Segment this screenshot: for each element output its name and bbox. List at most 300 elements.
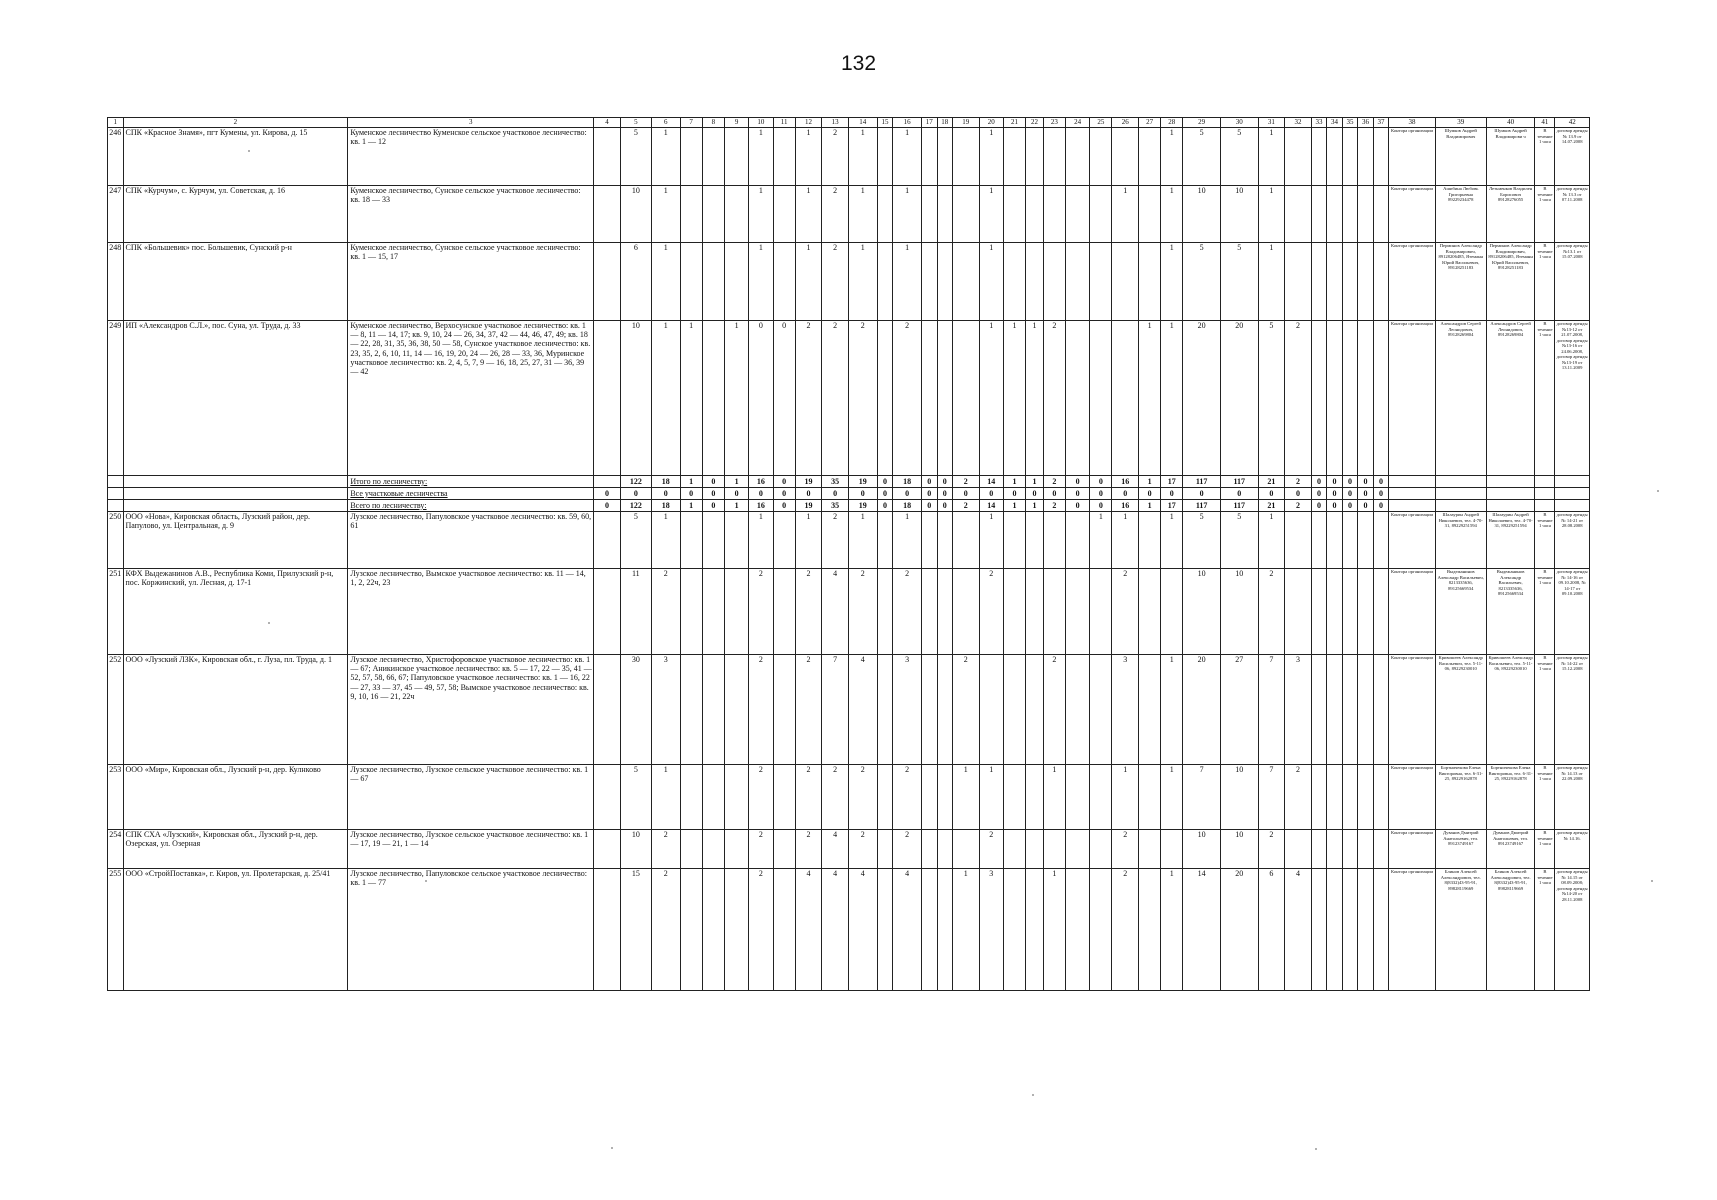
table-cell-col-39 bbox=[1435, 500, 1486, 512]
table-cell-col-37 bbox=[1373, 243, 1389, 321]
table-cell-col-41: 41 bbox=[1535, 118, 1555, 128]
table-cell-col-22 bbox=[1026, 128, 1044, 186]
table-cell-col-9 bbox=[724, 186, 748, 243]
table-cell-col-33 bbox=[1311, 655, 1327, 765]
table-cell-col-20: 14 bbox=[979, 476, 1003, 488]
table-cell-col-8: 0 bbox=[702, 488, 724, 500]
table-cell-col-35: 0 bbox=[1342, 500, 1358, 512]
table-cell-col-30: 117 bbox=[1220, 476, 1258, 488]
table-cell-col-16: 1 bbox=[893, 186, 922, 243]
table-cell-col-1 bbox=[108, 500, 124, 512]
table-cell-col-11 bbox=[773, 830, 795, 869]
table-cell-col-24 bbox=[1065, 512, 1089, 569]
table-cell-col-17 bbox=[922, 655, 938, 765]
table-cell-col-11 bbox=[773, 512, 795, 569]
table-cell-col-15 bbox=[877, 830, 893, 869]
table-cell-col-37 bbox=[1373, 869, 1389, 991]
table-cell-col-38 bbox=[1389, 488, 1436, 500]
table-cell-col-41 bbox=[1535, 488, 1555, 500]
table-cell-col-27 bbox=[1139, 569, 1161, 655]
table-cell-col-11: 0 bbox=[773, 488, 795, 500]
table-cell-col-2: СПК «Большевик» пос. Большевик, Сунский р-н bbox=[123, 243, 348, 321]
table-cell-col-14: 2 bbox=[848, 830, 877, 869]
table-cell-col-19 bbox=[953, 321, 980, 476]
table-cell-col-16: 4 bbox=[893, 869, 922, 991]
table-cell-col-8 bbox=[702, 569, 724, 655]
table-cell-col-21 bbox=[1003, 243, 1025, 321]
table-cell-col-25 bbox=[1090, 655, 1112, 765]
table-cell-col-27: 0 bbox=[1139, 488, 1161, 500]
table-cell-col-11: 0 bbox=[773, 321, 795, 476]
table-cell-col-30: 20 bbox=[1220, 869, 1258, 991]
table-row bbox=[108, 512, 1590, 569]
totals-label: Все участковые лесничества bbox=[348, 488, 594, 500]
table-cell-col-20: 20 bbox=[979, 118, 1003, 128]
page-number: 132 bbox=[840, 52, 877, 75]
table-cell-col-32: 2 bbox=[1285, 321, 1312, 476]
table-cell-col-41: В течение 1 часа bbox=[1535, 830, 1555, 869]
table-cell-col-42: договор аренды №13.1 от 15.07.2008 bbox=[1555, 243, 1590, 321]
table-cell-col-8 bbox=[702, 128, 724, 186]
table-cell-col-37 bbox=[1373, 512, 1389, 569]
table-cell-col-25 bbox=[1090, 186, 1112, 243]
table-cell-col-4 bbox=[594, 765, 621, 830]
table-cell-col-3: Лузское лесничество, Вымское участковое лесничество: кв. 11 — 14, 1, 2, 22ч, 23 bbox=[348, 569, 594, 655]
table-cell-col-6: 1 bbox=[651, 128, 680, 186]
table-cell-col-38: Контора организации bbox=[1389, 321, 1436, 476]
table-cell-col-16: 1 bbox=[893, 512, 922, 569]
table-cell-col-33: 0 bbox=[1311, 488, 1327, 500]
table-cell-col-40 bbox=[1486, 476, 1535, 488]
table-cell-col-32 bbox=[1285, 512, 1312, 569]
table-cell-col-34 bbox=[1327, 765, 1343, 830]
table-cell-col-38: Контора организации bbox=[1389, 655, 1436, 765]
table-cell-col-17: 17 bbox=[922, 118, 938, 128]
table-cell-col-30: 0 bbox=[1220, 488, 1258, 500]
table-cell-col-24 bbox=[1065, 321, 1089, 476]
table-cell-col-21 bbox=[1003, 830, 1025, 869]
table-cell-col-15 bbox=[877, 128, 893, 186]
table-cell-col-14: 1 bbox=[848, 186, 877, 243]
table-cell-col-19 bbox=[953, 128, 980, 186]
table-cell-col-7: 1 bbox=[680, 476, 702, 488]
table-cell-col-6: 2 bbox=[651, 569, 680, 655]
table-cell-col-5: 5 bbox=[620, 765, 651, 830]
totals-row bbox=[108, 476, 1590, 488]
table-cell-col-11: 0 bbox=[773, 476, 795, 488]
table-cell-col-28: 1 bbox=[1161, 765, 1183, 830]
table-cell-col-28: 1 bbox=[1161, 128, 1183, 186]
table-cell-col-33 bbox=[1311, 128, 1327, 186]
table-cell-col-4 bbox=[594, 830, 621, 869]
table-cell-col-26: 1 bbox=[1112, 765, 1139, 830]
table-cell-col-33 bbox=[1311, 512, 1327, 569]
table-cell-col-10: 2 bbox=[749, 869, 773, 991]
table-cell-col-14: 1 bbox=[848, 512, 877, 569]
table-cell-col-17 bbox=[922, 869, 938, 991]
table-cell-col-15 bbox=[877, 869, 893, 991]
table-cell-col-26: 2 bbox=[1112, 569, 1139, 655]
table-cell-col-31: 31 bbox=[1258, 118, 1285, 128]
table-cell-col-24 bbox=[1065, 765, 1089, 830]
scan-speck bbox=[1032, 1094, 1034, 1096]
table-cell-col-31: 21 bbox=[1258, 500, 1285, 512]
table-cell-col-37 bbox=[1373, 569, 1389, 655]
table-cell-col-1: 248 bbox=[108, 243, 124, 321]
table-cell-col-20: 1 bbox=[979, 243, 1003, 321]
table-cell-col-32: 2 bbox=[1285, 500, 1312, 512]
table-cell-col-2: КФХ Выдежанинов А.В., Республика Коми, Прилузский р-н, пос. Коржинский, ул. Лесная, д. 17-1 bbox=[123, 569, 348, 655]
table-cell-col-24 bbox=[1065, 569, 1089, 655]
table-cell-col-29: 10 bbox=[1183, 186, 1221, 243]
table-cell-col-33 bbox=[1311, 830, 1327, 869]
table-cell-col-15 bbox=[877, 655, 893, 765]
table-cell-col-20: 1 bbox=[979, 128, 1003, 186]
table-cell-col-6: 18 bbox=[651, 500, 680, 512]
scan-speck bbox=[611, 1147, 613, 1149]
table-cell-col-2 bbox=[123, 500, 348, 512]
table-cell-col-12: 19 bbox=[795, 476, 822, 488]
table-cell-col-36: 0 bbox=[1358, 488, 1374, 500]
table-cell-col-35 bbox=[1342, 243, 1358, 321]
table-cell-col-16: 1 bbox=[893, 243, 922, 321]
table-row bbox=[108, 569, 1590, 655]
table-cell-col-36 bbox=[1358, 186, 1374, 243]
table-cell-col-28 bbox=[1161, 569, 1183, 655]
table-cell-col-1: 252 bbox=[108, 655, 124, 765]
table-cell-col-26: 0 bbox=[1112, 488, 1139, 500]
table-cell-col-38: Контора организации bbox=[1389, 869, 1436, 991]
table-cell-col-16: 18 bbox=[893, 476, 922, 488]
table-cell-col-6: 1 bbox=[651, 243, 680, 321]
table-cell-col-16: 1 bbox=[893, 128, 922, 186]
table-cell-col-38: Контора организации bbox=[1389, 243, 1436, 321]
table-cell-col-38: Контора организации bbox=[1389, 569, 1436, 655]
totals-label: Всего по лесничеству: bbox=[348, 500, 594, 512]
table-cell-col-40: Блинов Алексей Александрович, тел. 8(8332)43-95-91, 89828119669 bbox=[1486, 869, 1535, 991]
table-cell-col-18: 18 bbox=[937, 118, 953, 128]
table-cell-col-6: 1 bbox=[651, 512, 680, 569]
table-cell-col-7: 7 bbox=[680, 118, 702, 128]
table-cell-col-28: 1 bbox=[1161, 243, 1183, 321]
table-cell-col-40: Александров Сергей Леонидович, 89128269804 bbox=[1486, 321, 1535, 476]
totals-label: Итого по лесничеству: bbox=[348, 476, 594, 488]
table-cell-col-21: 1 bbox=[1003, 476, 1025, 488]
table-cell-col-29: 10 bbox=[1183, 830, 1221, 869]
table-cell-col-1: 251 bbox=[108, 569, 124, 655]
table-cell-col-24 bbox=[1065, 186, 1089, 243]
table-cell-col-6: 6 bbox=[651, 118, 680, 128]
table-cell-col-26 bbox=[1112, 128, 1139, 186]
table-cell-col-31: 1 bbox=[1258, 512, 1285, 569]
table-cell-col-7: 0 bbox=[680, 488, 702, 500]
table-cell-col-41: В течение 1 часа bbox=[1535, 569, 1555, 655]
table-cell-col-41: В течение 1 часа bbox=[1535, 512, 1555, 569]
table-cell-col-34: 0 bbox=[1327, 500, 1343, 512]
table-cell-col-8 bbox=[702, 655, 724, 765]
table-cell-col-3: Куменское лесничество Куменское сельское участковое лесничество: кв. 1 — 12 bbox=[348, 128, 594, 186]
table-cell-col-31: 5 bbox=[1258, 321, 1285, 476]
table-cell-col-15: 15 bbox=[877, 118, 893, 128]
table-cell-col-18 bbox=[937, 512, 953, 569]
table-cell-col-23: 2 bbox=[1043, 655, 1065, 765]
table-cell-col-35: 0 bbox=[1342, 476, 1358, 488]
table-cell-col-25 bbox=[1090, 321, 1112, 476]
table-cell-col-17: 0 bbox=[922, 500, 938, 512]
table-cell-col-37 bbox=[1373, 830, 1389, 869]
table-row bbox=[108, 128, 1590, 186]
table-cell-col-41: В течение 1 часа bbox=[1535, 128, 1555, 186]
table-cell-col-19: 2 bbox=[953, 655, 980, 765]
table-cell-col-7 bbox=[680, 512, 702, 569]
table-cell-col-23: 2 bbox=[1043, 321, 1065, 476]
table-cell-col-34 bbox=[1327, 243, 1343, 321]
table-cell-col-5: 0 bbox=[620, 488, 651, 500]
table-row bbox=[108, 830, 1590, 869]
table-cell-col-30: 5 bbox=[1220, 128, 1258, 186]
table-cell-col-40: Выдежанинов Александр Васильевич, 8213335636, 89125669534 bbox=[1486, 569, 1535, 655]
table-cell-col-41: В течение 1 часа bbox=[1535, 869, 1555, 991]
table-row bbox=[108, 321, 1590, 476]
table-cell-col-13: 35 bbox=[822, 500, 849, 512]
table-cell-col-25: 1 bbox=[1090, 512, 1112, 569]
table-cell-col-12: 2 bbox=[795, 655, 822, 765]
table-cell-col-42: 42 bbox=[1555, 118, 1590, 128]
table-cell-col-39 bbox=[1435, 488, 1486, 500]
table-cell-col-2: ИП «Александров С.Л.», пос. Суна, ул. Труда, д. 33 bbox=[123, 321, 348, 476]
table-cell-col-5: 122 bbox=[620, 476, 651, 488]
table-cell-col-1: 255 bbox=[108, 869, 124, 991]
table-cell-col-13: 4 bbox=[822, 569, 849, 655]
table-cell-col-14: 2 bbox=[848, 765, 877, 830]
table-cell-col-24 bbox=[1065, 128, 1089, 186]
table-cell-col-40: Кривошеев Александр Васильевич, тел. 5-11-06, 89229230010 bbox=[1486, 655, 1535, 765]
table-cell-col-34: 34 bbox=[1327, 118, 1343, 128]
table-cell-col-17 bbox=[922, 512, 938, 569]
table-cell-col-39: Шалаурин Андрей Николаевич, тел. 4-70-31, 89229251594 bbox=[1435, 512, 1486, 569]
table-cell-col-18 bbox=[937, 128, 953, 186]
table-cell-col-21: 1 bbox=[1003, 500, 1025, 512]
table-cell-col-1 bbox=[108, 476, 124, 488]
table-cell-col-5: 30 bbox=[620, 655, 651, 765]
table-cell-col-14: 2 bbox=[848, 569, 877, 655]
table-cell-col-39: Перминов Александр Владимирович, 89128206485, Ятеманн Юрий Васильевич, 89128251183 bbox=[1435, 243, 1486, 321]
table-cell-col-34 bbox=[1327, 321, 1343, 476]
table-cell-col-30: 5 bbox=[1220, 243, 1258, 321]
table-cell-col-36 bbox=[1358, 869, 1374, 991]
table-cell-col-29: 29 bbox=[1183, 118, 1221, 128]
table-cell-col-22 bbox=[1026, 512, 1044, 569]
table-cell-col-19 bbox=[953, 830, 980, 869]
table-cell-col-24: 0 bbox=[1065, 488, 1089, 500]
table-cell-col-3: Лузское лесничество, Лузское сельское участковое лесничество: кв. 1 — 17, 19 — 21, 1 — 14 bbox=[348, 830, 594, 869]
table-cell-col-32: 2 bbox=[1285, 765, 1312, 830]
table-cell-col-32 bbox=[1285, 186, 1312, 243]
table-cell-col-13: 4 bbox=[822, 869, 849, 991]
table-cell-col-37 bbox=[1373, 765, 1389, 830]
table-cell-col-1 bbox=[108, 488, 124, 500]
table-cell-col-4: 4 bbox=[594, 118, 621, 128]
table-cell-col-11 bbox=[773, 128, 795, 186]
table-cell-col-25 bbox=[1090, 128, 1112, 186]
table-cell-col-31: 7 bbox=[1258, 765, 1285, 830]
table-cell-col-24: 24 bbox=[1065, 118, 1089, 128]
forestry-register-table bbox=[107, 117, 1590, 991]
table-cell-col-32: 32 bbox=[1285, 118, 1312, 128]
table-cell-col-21 bbox=[1003, 512, 1025, 569]
table-cell-col-15: 0 bbox=[877, 500, 893, 512]
table-cell-col-21 bbox=[1003, 765, 1025, 830]
table-cell-col-26: 16 bbox=[1112, 500, 1139, 512]
table-cell-col-18 bbox=[937, 243, 953, 321]
table-cell-col-22 bbox=[1026, 830, 1044, 869]
table-cell-col-38 bbox=[1389, 476, 1436, 488]
table-cell-col-9 bbox=[724, 655, 748, 765]
table-cell-col-22 bbox=[1026, 186, 1044, 243]
table-cell-col-41: В течение 1 часа bbox=[1535, 321, 1555, 476]
table-cell-col-32: 3 bbox=[1285, 655, 1312, 765]
table-cell-col-19: 1 bbox=[953, 765, 980, 830]
table-cell-col-35 bbox=[1342, 512, 1358, 569]
table-cell-col-10: 10 bbox=[749, 118, 773, 128]
table-cell-col-27 bbox=[1139, 869, 1161, 991]
table-cell-col-18 bbox=[937, 869, 953, 991]
table-cell-col-9 bbox=[724, 765, 748, 830]
table-cell-col-29: 5 bbox=[1183, 128, 1221, 186]
table-cell-col-28: 0 bbox=[1161, 488, 1183, 500]
table-cell-col-26: 2 bbox=[1112, 869, 1139, 991]
table-cell-col-17 bbox=[922, 765, 938, 830]
table-cell-col-11 bbox=[773, 186, 795, 243]
table-cell-col-19 bbox=[953, 569, 980, 655]
table-cell-col-4 bbox=[594, 476, 621, 488]
table-cell-col-18 bbox=[937, 321, 953, 476]
table-cell-col-33: 0 bbox=[1311, 476, 1327, 488]
table-cell-col-42 bbox=[1555, 476, 1590, 488]
table-cell-col-3: Лузское лесничество, Христофоровское участковое лесничество: кв. 1 — 67; Аникинское участковое лесничество: кв. 5 — 17, 22 — 35, 41 — 52, 57, 58, 66, 67; Папуловское участковое лесничество: кв. 1 — 16, 22 — 27, 33 — 37, 45 — 49, 57, 58; Вымское участковое лесничество: кв. 9, 10, 16 — 21, 22ч bbox=[348, 655, 594, 765]
table-cell-col-30: 5 bbox=[1220, 512, 1258, 569]
table-cell-col-26: 16 bbox=[1112, 476, 1139, 488]
table-cell-col-35: 35 bbox=[1342, 118, 1358, 128]
table-cell-col-15 bbox=[877, 765, 893, 830]
table-cell-col-28: 1 bbox=[1161, 869, 1183, 991]
table-cell-col-35 bbox=[1342, 128, 1358, 186]
table-cell-col-3: Куменское лесничество, Сунское сельское участковое лесничество: кв. 18 — 33 bbox=[348, 186, 594, 243]
table-cell-col-14: 19 bbox=[848, 476, 877, 488]
table-cell-col-13: 4 bbox=[822, 830, 849, 869]
table-cell-col-42: договор аренды № 14-16 от 09.10.2008, № 14-17 от 09.10.2008 bbox=[1555, 569, 1590, 655]
table-cell-col-39: Ашибина Любовь Григорьевна 89229234478 bbox=[1435, 186, 1486, 243]
table-cell-col-21 bbox=[1003, 128, 1025, 186]
table-cell-col-4 bbox=[594, 321, 621, 476]
table-cell-col-18 bbox=[937, 765, 953, 830]
table-cell-col-38: Контора организации bbox=[1389, 186, 1436, 243]
table-cell-col-7 bbox=[680, 186, 702, 243]
table-cell-col-36 bbox=[1358, 765, 1374, 830]
table-cell-col-27: 1 bbox=[1139, 500, 1161, 512]
table-cell-col-14: 0 bbox=[848, 488, 877, 500]
table-cell-col-30: 117 bbox=[1220, 500, 1258, 512]
table-cell-col-39: 39 bbox=[1435, 118, 1486, 128]
table-cell-col-19: 0 bbox=[953, 488, 980, 500]
table-cell-col-22: 1 bbox=[1026, 321, 1044, 476]
table-cell-col-38: 38 bbox=[1389, 118, 1436, 128]
table-cell-col-12: 2 bbox=[795, 765, 822, 830]
table-cell-col-29: 117 bbox=[1183, 476, 1221, 488]
table-cell-col-2: ООО «Нова», Кировская область, Лузский район, дер. Папулово, ул. Центральная, д. 9 bbox=[123, 512, 348, 569]
table-cell-col-32 bbox=[1285, 830, 1312, 869]
table-cell-col-33: 33 bbox=[1311, 118, 1327, 128]
table-cell-col-25: 0 bbox=[1090, 500, 1112, 512]
table-cell-col-14: 1 bbox=[848, 243, 877, 321]
table-cell-col-30: 10 bbox=[1220, 569, 1258, 655]
table-cell-col-22 bbox=[1026, 765, 1044, 830]
table-cell-col-16: 2 bbox=[893, 321, 922, 476]
table-cell-col-29: 0 bbox=[1183, 488, 1221, 500]
table-cell-col-2: ООО «Мир», Кировская обл., Лузский р-н, дер. Кулнково bbox=[123, 765, 348, 830]
table-cell-col-40 bbox=[1486, 500, 1535, 512]
table-cell-col-13: 0 bbox=[822, 488, 849, 500]
table-cell-col-35 bbox=[1342, 830, 1358, 869]
table-cell-col-10: 2 bbox=[749, 655, 773, 765]
table-cell-col-7 bbox=[680, 569, 702, 655]
table-cell-col-35 bbox=[1342, 321, 1358, 476]
table-cell-col-22: 1 bbox=[1026, 500, 1044, 512]
table-cell-col-37: 37 bbox=[1373, 118, 1389, 128]
table-cell-col-32 bbox=[1285, 128, 1312, 186]
table-cell-col-7 bbox=[680, 243, 702, 321]
table-cell-col-27 bbox=[1139, 512, 1161, 569]
table-cell-col-16: 18 bbox=[893, 500, 922, 512]
table-cell-col-17 bbox=[922, 830, 938, 869]
table-cell-col-31: 1 bbox=[1258, 128, 1285, 186]
table-cell-col-27 bbox=[1139, 186, 1161, 243]
table-cell-col-7 bbox=[680, 869, 702, 991]
table-cell-col-32 bbox=[1285, 569, 1312, 655]
table-cell-col-31: 21 bbox=[1258, 476, 1285, 488]
table-cell-col-23: 0 bbox=[1043, 488, 1065, 500]
table-cell-col-13: 2 bbox=[822, 128, 849, 186]
table-cell-col-41: В течение 1 часа bbox=[1535, 655, 1555, 765]
table-cell-col-11 bbox=[773, 569, 795, 655]
table-cell-col-10: 1 bbox=[749, 128, 773, 186]
table-cell-col-5: 11 bbox=[620, 569, 651, 655]
scan-speck bbox=[248, 150, 250, 152]
table-cell-col-4: 0 bbox=[594, 488, 621, 500]
table-cell-col-28: 1 bbox=[1161, 186, 1183, 243]
table-cell-col-11 bbox=[773, 243, 795, 321]
table-cell-col-9: 0 bbox=[724, 488, 748, 500]
totals-row bbox=[108, 488, 1590, 500]
table-cell-col-32: 0 bbox=[1285, 488, 1312, 500]
table-cell-col-31: 2 bbox=[1258, 830, 1285, 869]
table-cell-col-29: 117 bbox=[1183, 500, 1221, 512]
table-cell-col-36 bbox=[1358, 830, 1374, 869]
table-cell-col-39: Дуванов Дмитрий Анатольевич, тел. 89123749167 bbox=[1435, 830, 1486, 869]
table-cell-col-12: 1 bbox=[795, 512, 822, 569]
table-cell-col-19: 2 bbox=[953, 476, 980, 488]
table-cell-col-10: 2 bbox=[749, 569, 773, 655]
table-row bbox=[108, 186, 1590, 243]
table-cell-col-34 bbox=[1327, 128, 1343, 186]
table-cell-col-8: 8 bbox=[702, 118, 724, 128]
table-cell-col-25: 25 bbox=[1090, 118, 1112, 128]
table-cell-col-16: 2 bbox=[893, 765, 922, 830]
table-row bbox=[108, 655, 1590, 765]
table-cell-col-29: 20 bbox=[1183, 655, 1221, 765]
table-cell-col-12: 2 bbox=[795, 321, 822, 476]
table-cell-col-5: 5 bbox=[620, 128, 651, 186]
